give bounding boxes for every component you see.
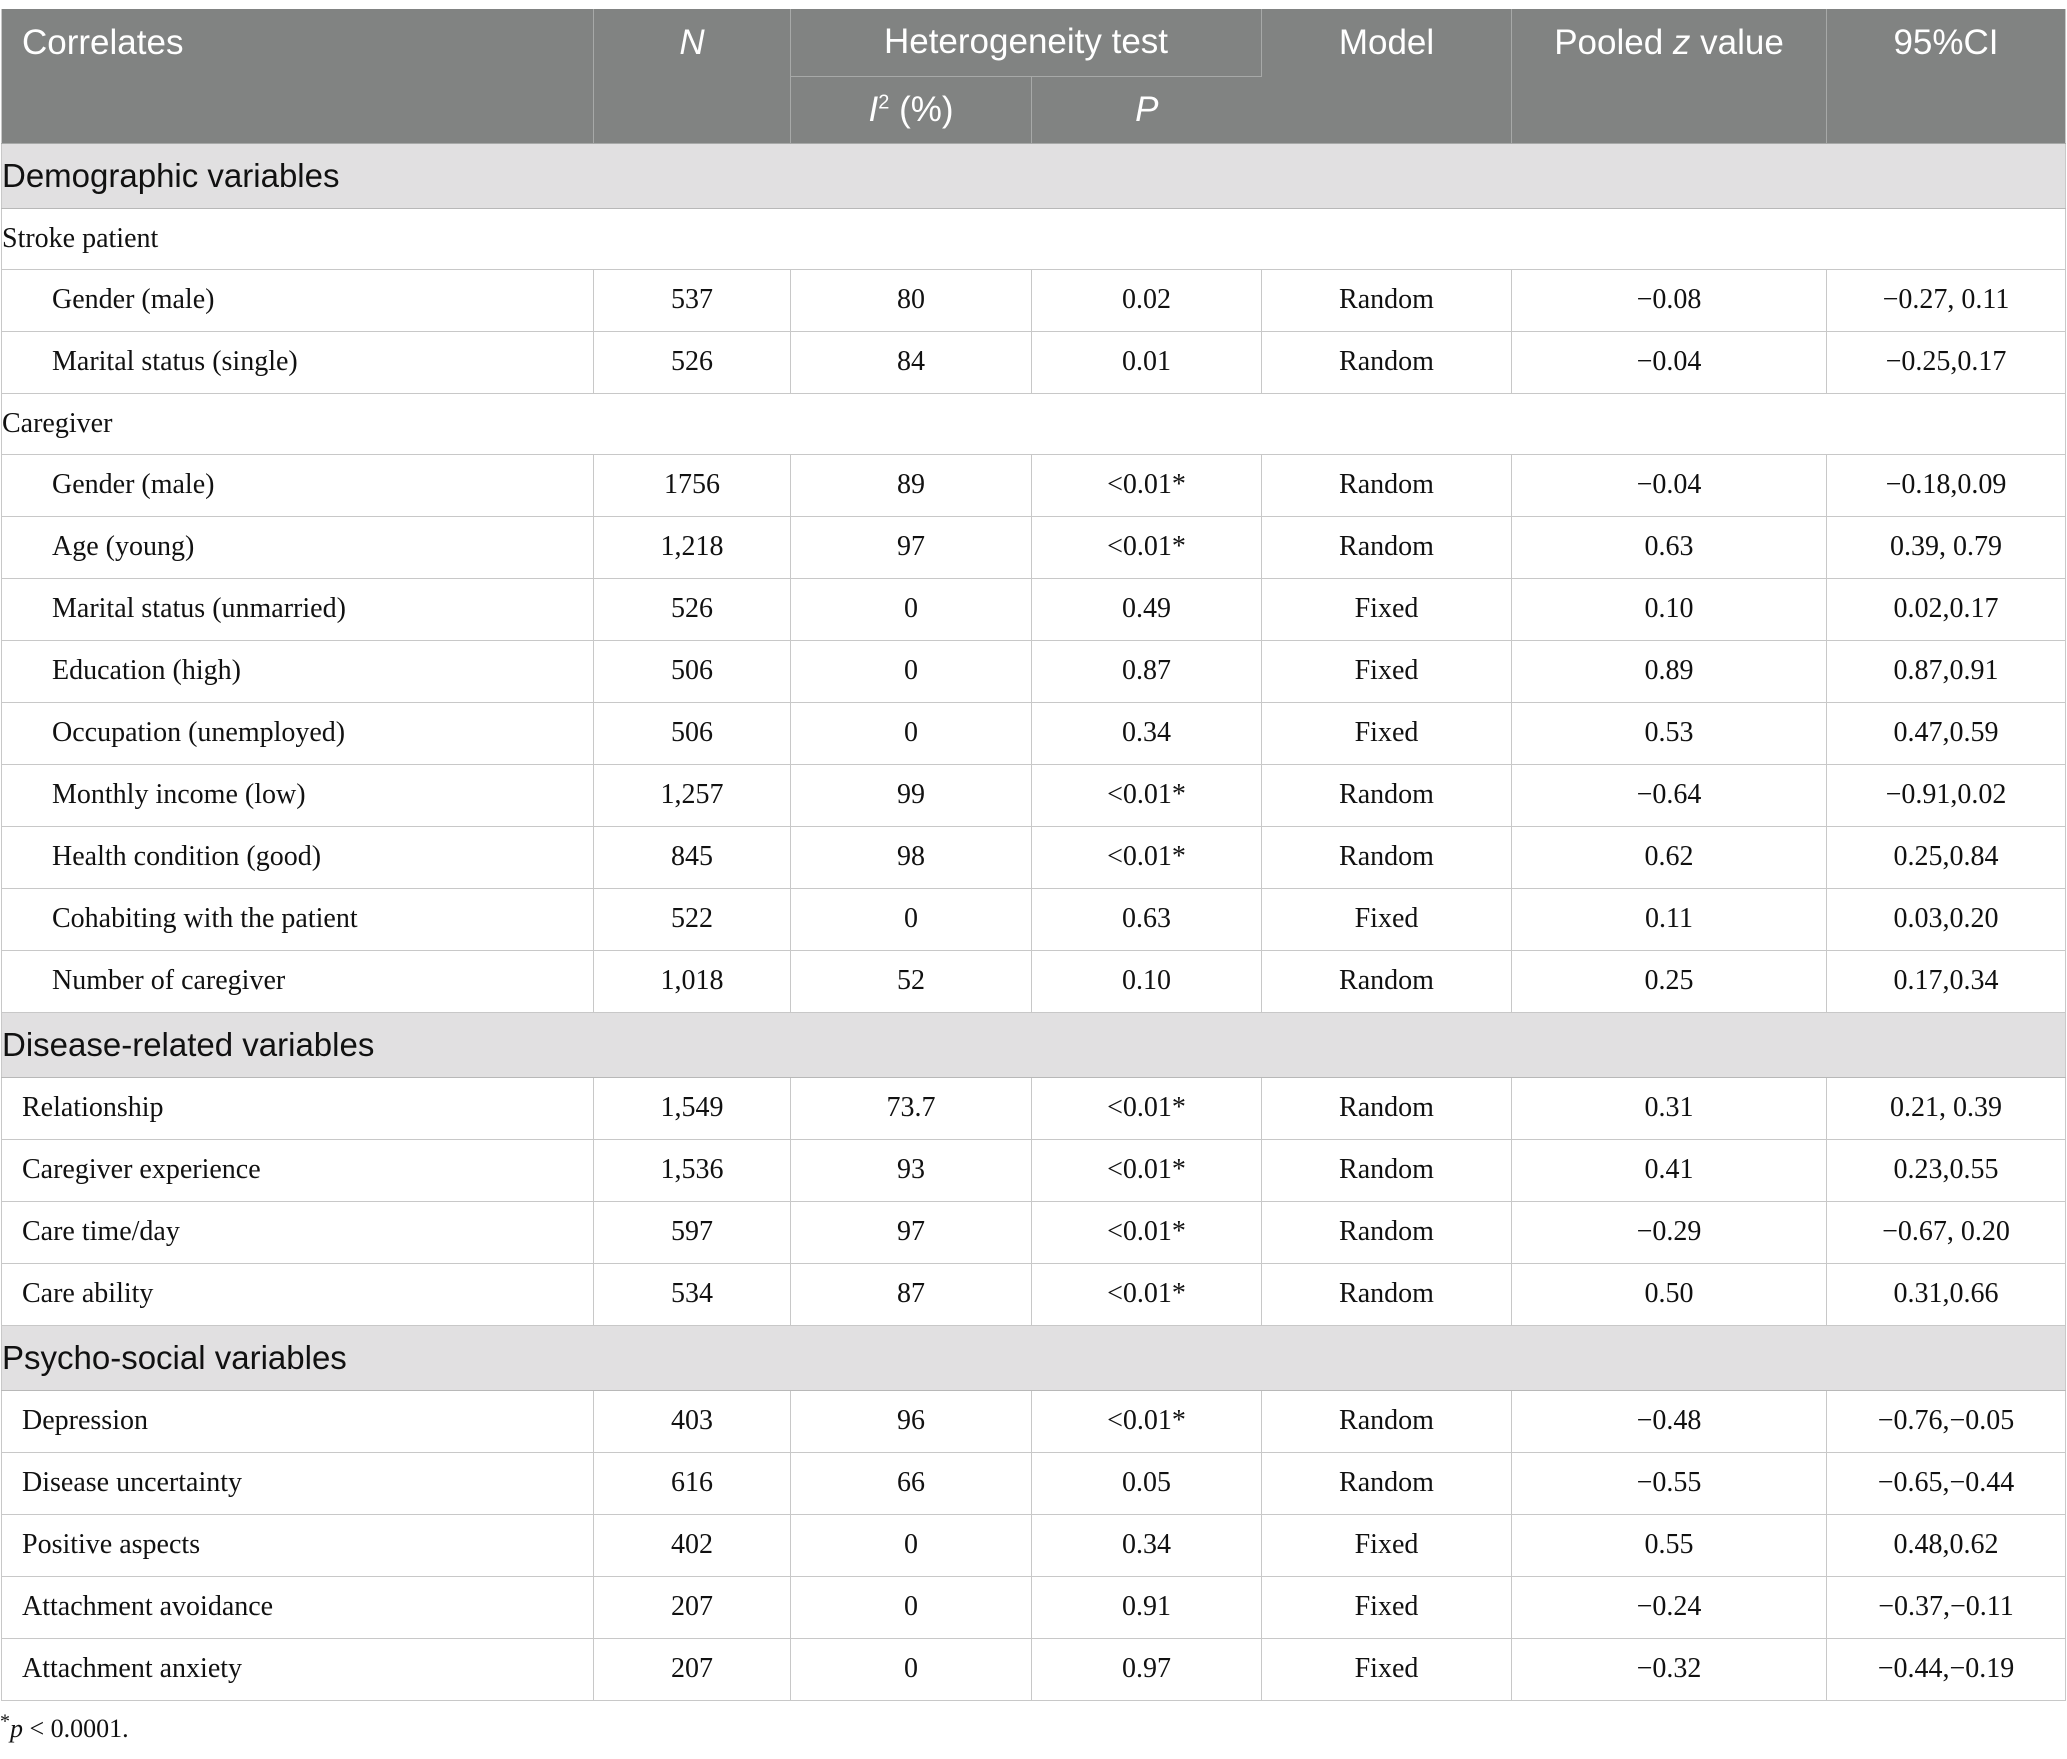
cell-n: 1,018 [594, 950, 791, 1012]
section-title: Disease-related variables [2, 1012, 2066, 1077]
header-pooled-z [1512, 9, 1827, 143]
cell-correlate: Monthly income (low) [2, 764, 594, 826]
cell-z: 0.63 [1512, 516, 1827, 578]
cell-model: Random [1262, 1263, 1512, 1325]
cell-model: Fixed [1262, 1576, 1512, 1638]
table-row [2, 640, 2066, 702]
cell-n: 526 [594, 331, 791, 393]
group-label: Caregiver [2, 393, 2066, 454]
table-row [2, 331, 2066, 393]
table-row [2, 826, 2066, 888]
cell-n: 207 [594, 1638, 791, 1700]
cell-z: −0.29 [1512, 1201, 1827, 1263]
cell-p: <0.01* [1032, 516, 1262, 578]
table-row [2, 950, 2066, 1012]
cell-model: Fixed [1262, 578, 1512, 640]
cell-i2: 97 [791, 1201, 1032, 1263]
cell-n: 845 [594, 826, 791, 888]
table-row [2, 1263, 2066, 1325]
table-row [2, 578, 2066, 640]
cell-z: −0.08 [1512, 269, 1827, 331]
table-row [2, 764, 2066, 826]
header-pooled-suffix: value [1690, 23, 1784, 62]
cell-i2: 97 [791, 516, 1032, 578]
cell-i2: 0 [791, 888, 1032, 950]
cell-model: Fixed [1262, 1514, 1512, 1576]
cell-correlate: Care ability [2, 1263, 594, 1325]
header-model: Model [1262, 9, 1512, 143]
cell-z: −0.48 [1512, 1390, 1827, 1452]
cell-correlate: Relationship [2, 1077, 594, 1139]
cell-i2: 0 [791, 578, 1032, 640]
cell-ci: −0.37,−0.11 [1827, 1576, 2066, 1638]
cell-p: <0.01* [1032, 1139, 1262, 1201]
cell-ci: 0.17,0.34 [1827, 950, 2066, 1012]
header-n [594, 9, 791, 143]
cell-model: Random [1262, 269, 1512, 331]
footnote-star: * [0, 1710, 10, 1733]
cell-p: 0.87 [1032, 640, 1262, 702]
header-heterogeneity: Heterogeneity test [791, 9, 1262, 76]
table-row [2, 1077, 2066, 1139]
cell-i2: 66 [791, 1452, 1032, 1514]
section-row [2, 143, 2066, 208]
cell-i2: 99 [791, 764, 1032, 826]
table-row [2, 516, 2066, 578]
cell-i2: 98 [791, 826, 1032, 888]
cell-i2: 0 [791, 640, 1032, 702]
cell-model: Fixed [1262, 888, 1512, 950]
cell-i2: 93 [791, 1139, 1032, 1201]
cell-correlate: Marital status (single) [2, 331, 594, 393]
cell-correlate: Depression [2, 1390, 594, 1452]
cell-ci: −0.76,−0.05 [1827, 1390, 2066, 1452]
cell-ci: 0.39, 0.79 [1827, 516, 2066, 578]
cell-model: Fixed [1262, 1638, 1512, 1700]
table-row [2, 454, 2066, 516]
table-row [2, 1514, 2066, 1576]
cell-z: 0.62 [1512, 826, 1827, 888]
cell-p: 0.01 [1032, 331, 1262, 393]
cell-correlate: Cohabiting with the patient [2, 888, 594, 950]
cell-i2: 52 [791, 950, 1032, 1012]
section-row [2, 1325, 2066, 1390]
cell-n: 1,218 [594, 516, 791, 578]
table-row [2, 702, 2066, 764]
table-body [2, 143, 2066, 1700]
cell-z: 0.53 [1512, 702, 1827, 764]
cell-ci: 0.48,0.62 [1827, 1514, 2066, 1576]
cell-z: −0.64 [1512, 764, 1827, 826]
cell-z: 0.55 [1512, 1514, 1827, 1576]
cell-model: Random [1262, 1452, 1512, 1514]
cell-model: Fixed [1262, 640, 1512, 702]
cell-n: 1756 [594, 454, 791, 516]
cell-i2: 80 [791, 269, 1032, 331]
cell-ci: −0.91,0.02 [1827, 764, 2066, 826]
cell-i2: 0 [791, 1576, 1032, 1638]
cell-model: Random [1262, 516, 1512, 578]
cell-correlate: Attachment anxiety [2, 1638, 594, 1700]
cell-n: 506 [594, 702, 791, 764]
cell-n: 526 [594, 578, 791, 640]
cell-i2: 87 [791, 1263, 1032, 1325]
cell-ci: −0.65,−0.44 [1827, 1452, 2066, 1514]
cell-correlate: Gender (male) [2, 269, 594, 331]
cell-p: 0.05 [1032, 1452, 1262, 1514]
cell-n: 534 [594, 1263, 791, 1325]
cell-i2: 0 [791, 702, 1032, 764]
cell-z: 0.50 [1512, 1263, 1827, 1325]
cell-z: −0.04 [1512, 331, 1827, 393]
cell-p: <0.01* [1032, 1390, 1262, 1452]
cell-ci: 0.23,0.55 [1827, 1139, 2066, 1201]
cell-model: Random [1262, 1139, 1512, 1201]
cell-model: Random [1262, 331, 1512, 393]
table-row [2, 1139, 2066, 1201]
cell-correlate: Number of caregiver [2, 950, 594, 1012]
cell-model: Random [1262, 764, 1512, 826]
cell-p: <0.01* [1032, 454, 1262, 516]
cell-z: 0.11 [1512, 888, 1827, 950]
table-header [2, 9, 2066, 143]
cell-model: Random [1262, 950, 1512, 1012]
cell-correlate: Marital status (unmarried) [2, 578, 594, 640]
cell-n: 537 [594, 269, 791, 331]
header-i2-sup: 2 [878, 90, 890, 113]
cell-correlate: Attachment avoidance [2, 1576, 594, 1638]
header-ci: 95%CI [1827, 9, 2066, 143]
cell-correlate: Positive aspects [2, 1514, 594, 1576]
cell-z: 0.25 [1512, 950, 1827, 1012]
header-i2-letter: I [868, 89, 879, 129]
cell-p: 0.10 [1032, 950, 1262, 1012]
cell-z: −0.24 [1512, 1576, 1827, 1638]
footnote-text: < 0.0001. [23, 1714, 129, 1743]
cell-n: 1,549 [594, 1077, 791, 1139]
cell-p: 0.91 [1032, 1576, 1262, 1638]
header-i2-unit: (%) [889, 89, 954, 129]
cell-n: 522 [594, 888, 791, 950]
cell-ci: 0.25,0.84 [1827, 826, 2066, 888]
cell-correlate: Disease uncertainty [2, 1452, 594, 1514]
cell-model: Random [1262, 454, 1512, 516]
cell-correlate: Care time/day [2, 1201, 594, 1263]
cell-correlate: Occupation (unemployed) [2, 702, 594, 764]
cell-ci: −0.44,−0.19 [1827, 1638, 2066, 1700]
cell-ci: −0.27, 0.11 [1827, 269, 2066, 331]
cell-n: 506 [594, 640, 791, 702]
header-p-letter: P [1135, 89, 1159, 129]
table-row [2, 1201, 2066, 1263]
cell-p: 0.02 [1032, 269, 1262, 331]
table-row [2, 1638, 2066, 1700]
cell-n: 616 [594, 1452, 791, 1514]
cell-ci: −0.18,0.09 [1827, 454, 2066, 516]
cell-model: Random [1262, 1077, 1512, 1139]
cell-n: 402 [594, 1514, 791, 1576]
cell-p: <0.01* [1032, 764, 1262, 826]
table-row [2, 888, 2066, 950]
header-pooled-z-letter: z [1672, 23, 1691, 62]
header-correlates: Correlates [2, 9, 594, 143]
cell-z: −0.32 [1512, 1638, 1827, 1700]
cell-p: 0.97 [1032, 1638, 1262, 1700]
cell-z: 0.31 [1512, 1077, 1827, 1139]
cell-ci: 0.02,0.17 [1827, 578, 2066, 640]
footnote [0, 1710, 129, 1744]
cell-correlate: Gender (male) [2, 454, 594, 516]
section-row [2, 1012, 2066, 1077]
section-title: Psycho-social variables [2, 1325, 2066, 1390]
cell-i2: 89 [791, 454, 1032, 516]
cell-p: 0.34 [1032, 1514, 1262, 1576]
cell-model: Random [1262, 1201, 1512, 1263]
correlates-table [1, 9, 2066, 1701]
cell-i2: 0 [791, 1514, 1032, 1576]
cell-p: 0.34 [1032, 702, 1262, 764]
header-n-text: N [679, 23, 705, 62]
cell-n: 207 [594, 1576, 791, 1638]
cell-model: Random [1262, 1390, 1512, 1452]
cell-z: 0.10 [1512, 578, 1827, 640]
cell-n: 597 [594, 1201, 791, 1263]
header-pooled-prefix: Pooled [1554, 23, 1673, 62]
cell-n: 1,536 [594, 1139, 791, 1201]
cell-p: <0.01* [1032, 1263, 1262, 1325]
table-row [2, 269, 2066, 331]
cell-p: 0.49 [1032, 578, 1262, 640]
cell-i2: 96 [791, 1390, 1032, 1452]
cell-correlate: Education (high) [2, 640, 594, 702]
cell-p: <0.01* [1032, 826, 1262, 888]
cell-p: 0.63 [1032, 888, 1262, 950]
cell-correlate: Age (young) [2, 516, 594, 578]
cell-i2: 73.7 [791, 1077, 1032, 1139]
cell-p: <0.01* [1032, 1077, 1262, 1139]
cell-p: <0.01* [1032, 1201, 1262, 1263]
cell-z: 0.89 [1512, 640, 1827, 702]
header-p [1032, 76, 1262, 143]
footnote-p: p [10, 1714, 23, 1743]
cell-n: 403 [594, 1390, 791, 1452]
cell-ci: −0.67, 0.20 [1827, 1201, 2066, 1263]
cell-correlate: Caregiver experience [2, 1139, 594, 1201]
header-i2 [791, 76, 1032, 143]
cell-i2: 84 [791, 331, 1032, 393]
section-title: Demographic variables [2, 143, 2066, 208]
cell-z: 0.41 [1512, 1139, 1827, 1201]
cell-ci: 0.03,0.20 [1827, 888, 2066, 950]
cell-ci: 0.87,0.91 [1827, 640, 2066, 702]
cell-correlate: Health condition (good) [2, 826, 594, 888]
cell-z: −0.55 [1512, 1452, 1827, 1514]
table-row [2, 1390, 2066, 1452]
group-row [2, 208, 2066, 269]
cell-ci: 0.31,0.66 [1827, 1263, 2066, 1325]
cell-model: Fixed [1262, 702, 1512, 764]
cell-ci: 0.47,0.59 [1827, 702, 2066, 764]
group-label: Stroke patient [2, 208, 2066, 269]
table-row [2, 1576, 2066, 1638]
cell-model: Random [1262, 826, 1512, 888]
cell-n: 1,257 [594, 764, 791, 826]
table-row [2, 1452, 2066, 1514]
cell-ci: 0.21, 0.39 [1827, 1077, 2066, 1139]
cell-ci: −0.25,0.17 [1827, 331, 2066, 393]
cell-i2: 0 [791, 1638, 1032, 1700]
group-row [2, 393, 2066, 454]
cell-z: −0.04 [1512, 454, 1827, 516]
